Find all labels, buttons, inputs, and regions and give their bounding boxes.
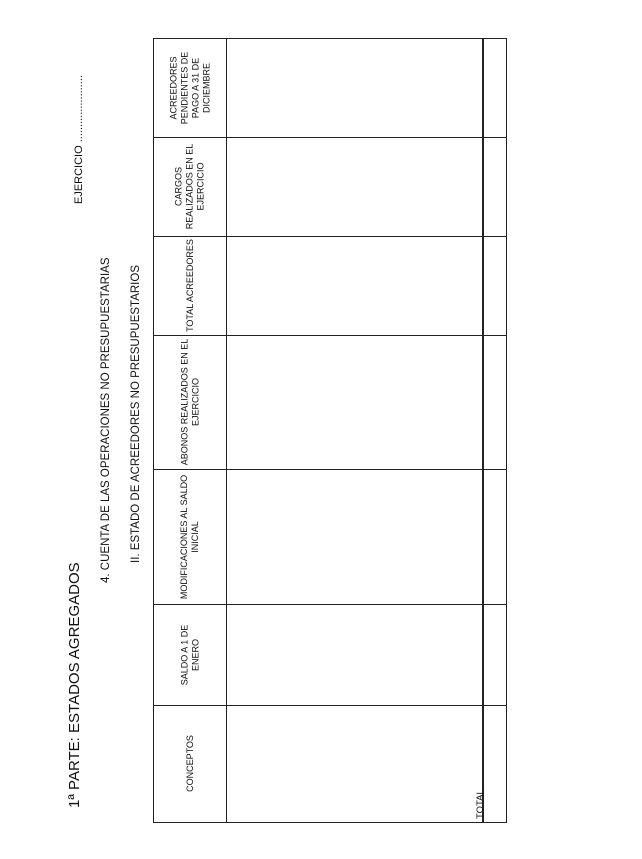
header-acreedores-pendientes bbox=[154, 39, 226, 137]
header-conceptos bbox=[154, 705, 226, 822]
total-divider bbox=[482, 39, 484, 822]
page-title: 1ª PARTE: ESTADOS AGREGADOS bbox=[66, 562, 83, 808]
total-label: TOTAL bbox=[475, 789, 486, 819]
ejercicio-label: EJERCICIO ...................... bbox=[73, 75, 85, 204]
header-label: TOTAL ACREEDORES bbox=[184, 239, 195, 332]
header-modificaciones bbox=[154, 469, 226, 604]
header-label: ABONOS REALIZADOS EN EL EJERCICIO bbox=[179, 338, 201, 466]
header-cargos bbox=[154, 137, 226, 236]
header-total-acreedores bbox=[154, 236, 226, 335]
header-label: SALDO A 1 DE ENERO bbox=[179, 624, 200, 685]
header-divider bbox=[226, 39, 227, 822]
header-label: ACREEDORES PENDIENTES DE PAGO A 31 DE DICIEMBRE bbox=[168, 51, 212, 125]
header-label: CONCEPTOS bbox=[184, 735, 195, 792]
section-subtitle: 4. CUENTA DE LAS OPERACIONES NO PRESUPUESTARIAS bbox=[100, 257, 112, 583]
header-label: MODIFICACIONES AL SALDO INICIAL bbox=[179, 474, 201, 599]
statement-subtitle: II. ESTADO DE ACREEDORES NO PRESUPUESTARIOS bbox=[130, 265, 142, 563]
total-row-label bbox=[475, 789, 506, 821]
header-label: CARGOS REALIZADOS EN EL EJERCICIO bbox=[173, 143, 206, 230]
creditors-table bbox=[153, 38, 507, 823]
header-abonos bbox=[154, 335, 226, 469]
header-saldo bbox=[154, 604, 226, 705]
